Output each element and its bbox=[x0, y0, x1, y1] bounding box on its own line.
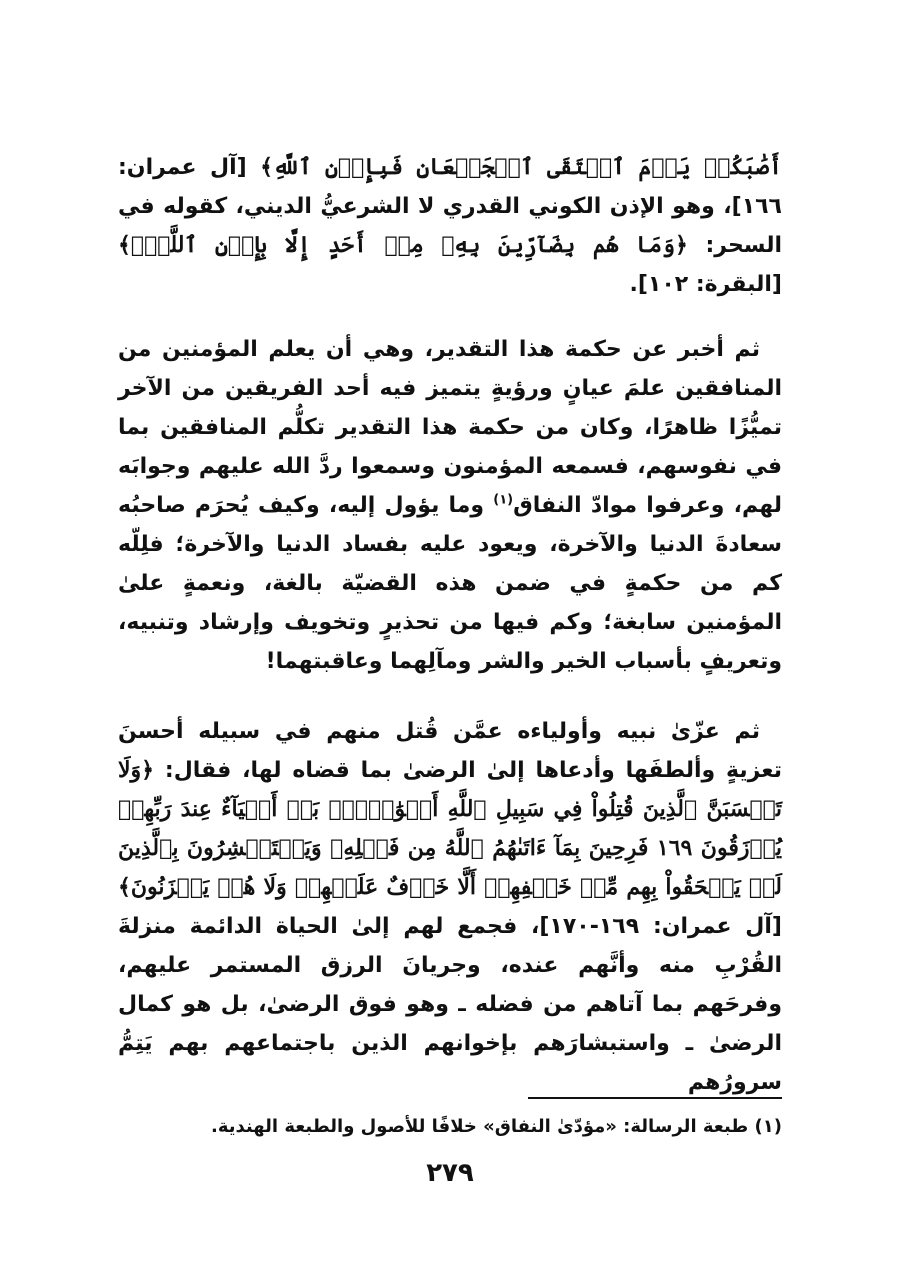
paragraph-1 bbox=[118, 148, 782, 304]
paragraph-text: ﴾ [آل عمران: ١٦٩-١٧٠]، فجمع لهم إلىٰ الحياة الدائمة منزلةَ القُرْبِ منه وأنَّهم عنده، وجريانَ الرزق المستمر عليهم، وفرحَهم بما آتاهم من فضله ـ وهو فوق الرضىٰ، بل هو كمال الرضىٰ ـ واستبشارَهم بإخوانهم الذين باجتماعهم بهم يَتِمُّ سرورُهم bbox=[118, 875, 782, 1095]
footnote-marker[interactable]: (١) bbox=[493, 492, 514, 508]
paragraph-3 bbox=[118, 712, 782, 1102]
quran-quote: أَصَٰبَكُمۡ يَوۡمَ ٱلۡتَقَى ٱلۡجَمۡعَانِ فَبِإِذۡنِ ٱللَّهِ bbox=[272, 154, 782, 180]
paragraph-text: ﴾ [آل عمران: ١٦٦]، وهو الإذن الكوني القدري لا الشرعيُّ الديني، كقوله في السحر: ﴿ bbox=[118, 155, 782, 258]
quran-quote: وَلَا تَحۡسَبَنَّ ٱلَّذِينَ قُتِلُواْ فِي سَبِيلِ ٱللَّهِ أَمۡوَٰتَۢاۚ بَلۡ أَحۡيَآءٌ عِندَ رَبِّهِمۡ يُرۡزَقُونَ ١٦٩ فَرِحِينَ بِمَآ ءَاتَىٰهُمُ ٱللَّهُ مِن فَضۡلِهِۦ وَيَسۡتَبۡشِرُونَ بِٱلَّذِينَ لَمۡ يَلۡحَقُواْ بِهِم مِّنۡ خَلۡفِهِمۡ أَلَّا خَوۡفٌ عَلَيۡهِمۡ وَلَا هُمۡ يَحۡزَنُونَ bbox=[118, 757, 782, 900]
paragraph-text: ﴾ [البقرة: ١٠٢]. bbox=[118, 233, 782, 297]
paragraph-text: ثم أخبر عن حكمة هذا التقدير، وهي أن يعلم المؤمنين من المنافقين علمَ عيانٍ ورؤيةٍ يتميز فيه أحد الفريقين من الآخر تميُّزًا ظاهرًا، وكان من حكمة هذا التقدير تكلُّم المنافقين بما في نفوسهم، فسمعه المؤمنون وسمعوا ردَّ الله عليهم وجوابَه لهم، وعرفوا موادّ النفاق bbox=[118, 337, 782, 518]
paragraph-text: وما يؤول إليه، وكيف يُحرَم صاحبُه سعادةَ الدنيا والآخرة، ويعود عليه بفساد الدنيا والآخرة؛ فلِلّه كم من حكمةٍ في ضمن هذه القضيّة بالغة، ونعمةٍ علىٰ المؤمنين سابغة؛ وكم فيها من تحذيرٍ وتخويف وإرشاد وتنبيه، وتعريفٍ بأسباب الخير والشر ومآلِهما وعاقبتهما! bbox=[118, 493, 782, 674]
footnote-divider bbox=[528, 1097, 782, 1099]
paragraph-text: ثم عزّىٰ نبيه وأولياءه عمَّن قُتل منهم في سبيله أحسنَ تعزيةٍ وألطفَها وأدعاها إلىٰ الرضىٰ بما قضاه لها، فقال: ﴿ bbox=[118, 719, 782, 783]
quran-quote: وَمَا هُم بِضَآرِّينَ بِهِۦ مِنۡ أَحَدٍ إِلَّا بِإِذۡنِ ٱللَّهِۚ bbox=[130, 232, 675, 258]
footnote: (١) طبعة الرسالة: «مؤدّىٰ النفاق» خلافًا للأصول والطبعة الهندية. bbox=[211, 1116, 782, 1137]
paragraph-2 bbox=[118, 330, 782, 681]
page-number: ٢٧٩ bbox=[426, 1158, 474, 1188]
